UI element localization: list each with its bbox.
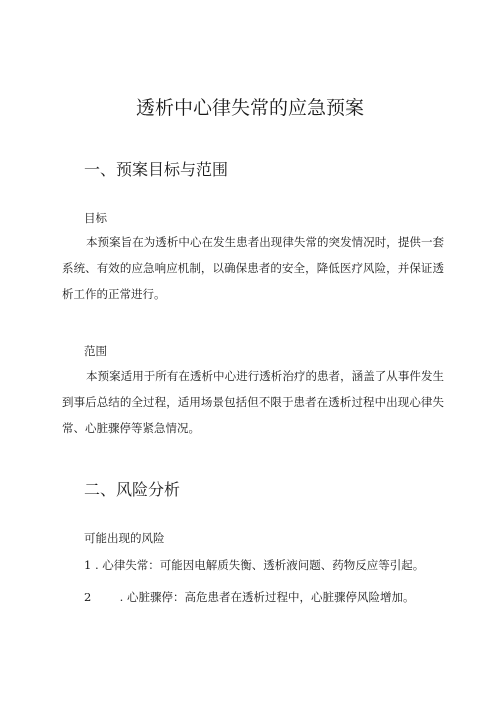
goal-paragraph: 本预案旨在为透析中心在发生患者出现律失常的突发情况时，提供一套系统、有效的应急响应机制，以确保患者的安全，降低医疗风险，并保证透析工作的正常进行。 — [62, 235, 444, 301]
list-item-text: . 心律失常：可能因电解质失衡、透析液问题、药物反应等引起。 — [94, 558, 425, 572]
list-item — [84, 589, 414, 605]
section1-heading: 一、预案目标与范围 — [84, 160, 229, 179]
risk-label: 可能出现的风险 — [84, 531, 165, 545]
document-title: 透析中心律失常的应急预案 — [135, 97, 364, 119]
list-item-number: 1 — [84, 558, 92, 572]
scope-paragraph: 本预案适用于所有在透析中心进行透析治疗的患者，涵盖了从事件发生到事后总结的全过程，适用场景包括但不限于患者在透析过程中出现心律失常、心脏骤停等紧急情况。 — [62, 369, 444, 435]
goal-label: 目标 — [84, 211, 107, 225]
section2-heading: 二、风险分析 — [84, 480, 181, 499]
scope-label: 范围 — [84, 344, 107, 358]
list-item — [84, 557, 424, 573]
list-item-number: 2 — [84, 590, 92, 604]
list-item-text: . 心脏骤停：高危患者在透析过程中，心脏骤停风险增加。 — [119, 590, 415, 604]
